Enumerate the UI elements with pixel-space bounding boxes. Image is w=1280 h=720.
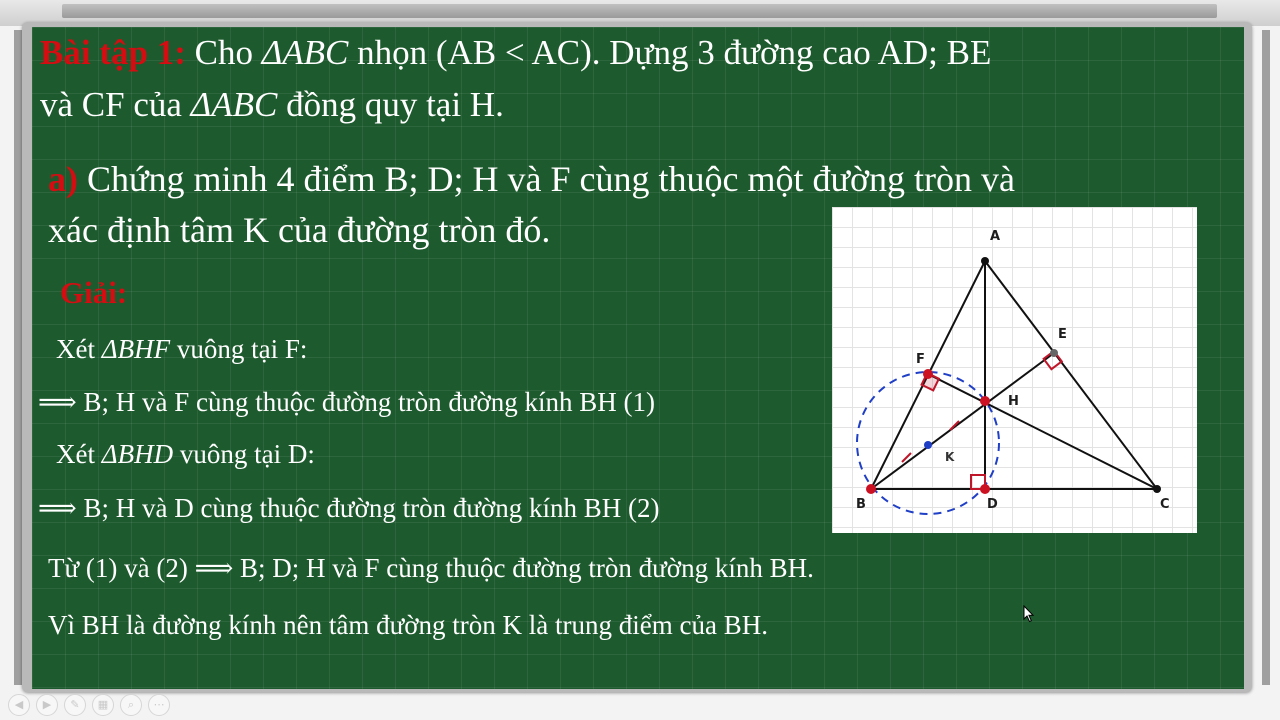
problem-line1-text-b: nhọn (AB < AC). Dựng 3 đường cao AD; BE xyxy=(348,33,992,72)
solution-line-3-math: ΔBHD xyxy=(101,439,174,469)
problem-line-1 xyxy=(40,30,991,75)
part-a-text-1: Chứng minh 4 điểm B; D; H và F cùng thuộc một đường tròn và xyxy=(78,159,1016,199)
solution-line-6: Vì BH là đường kính nên tâm đường tròn K là trung điểm của BH. xyxy=(48,610,768,640)
triangle-abc xyxy=(871,261,1157,489)
problem-label: Bài tập 1: xyxy=(40,33,186,72)
solution-label: Giải: xyxy=(60,275,128,310)
point-a xyxy=(981,257,989,265)
point-h xyxy=(980,396,990,406)
geometry-figure xyxy=(832,207,1197,533)
solution-line-4: ⟹ B; H và D cùng thuộc đường tròn đường kính BH (2) xyxy=(38,493,660,523)
problem-line2-text-a: và CF của xyxy=(40,85,191,124)
part-a-line-2: xác định tâm K của đường tròn đó. xyxy=(48,210,551,250)
solution-line-1-math: ΔBHF xyxy=(101,334,171,364)
mouse-cursor-icon xyxy=(1023,605,1035,623)
zoom-icon[interactable]: ⌕ xyxy=(120,694,142,716)
label-b: B xyxy=(856,497,866,512)
label-h: H xyxy=(1008,394,1019,409)
point-k xyxy=(924,441,932,449)
more-icon[interactable]: ⋯ xyxy=(148,694,170,716)
point-f xyxy=(923,369,933,379)
part-a-line-1 xyxy=(48,157,1015,202)
pen-icon[interactable]: ✎ xyxy=(64,694,86,716)
solution-line-3-pre: Xét xyxy=(56,439,102,469)
solution-line-5: Từ (1) và (2) ⟹ B; D; H và F cùng thuộc đường tròn đường kính BH. xyxy=(48,553,814,583)
board-left-edge xyxy=(14,30,22,685)
next-icon[interactable]: ▶ xyxy=(36,694,58,716)
solution-line-1-pre: Xét xyxy=(56,334,102,364)
point-e xyxy=(1050,349,1058,357)
label-c: C xyxy=(1160,497,1170,512)
slides-icon[interactable]: ▦ xyxy=(92,694,114,716)
prev-icon[interactable]: ◀ xyxy=(8,694,30,716)
solution-line-3-post: vuông tại D: xyxy=(173,439,315,469)
point-d xyxy=(980,484,990,494)
label-f: F xyxy=(916,352,925,367)
label-e: E xyxy=(1058,327,1067,342)
altitude-cf xyxy=(928,374,1157,489)
point-b xyxy=(866,484,876,494)
part-a-label: a) xyxy=(48,159,78,199)
problem-line2-math: ΔABC xyxy=(190,85,278,124)
geometry-svg xyxy=(832,207,1197,533)
problem-line-2 xyxy=(40,82,504,127)
board-right-edge xyxy=(1262,30,1270,685)
problem-line2-text-b: đồng quy tại H. xyxy=(277,85,504,124)
altitude-be xyxy=(871,353,1054,489)
board-rail xyxy=(62,4,1217,18)
label-k: K xyxy=(945,450,955,464)
problem-line1-text-a: Cho xyxy=(194,33,262,72)
problem-line1-math: ΔABC xyxy=(261,33,349,72)
solution-line-2: ⟹ B; H và F cùng thuộc đường tròn đường kính BH (1) xyxy=(38,387,655,417)
label-a: A xyxy=(990,229,1001,244)
solution-line-3 xyxy=(56,436,315,472)
solution-line-1-post: vuông tại F: xyxy=(170,334,308,364)
slide-nav-toolbar xyxy=(8,694,170,716)
solution-line-1 xyxy=(56,331,307,367)
point-c xyxy=(1153,485,1161,493)
label-d: D xyxy=(987,497,998,512)
